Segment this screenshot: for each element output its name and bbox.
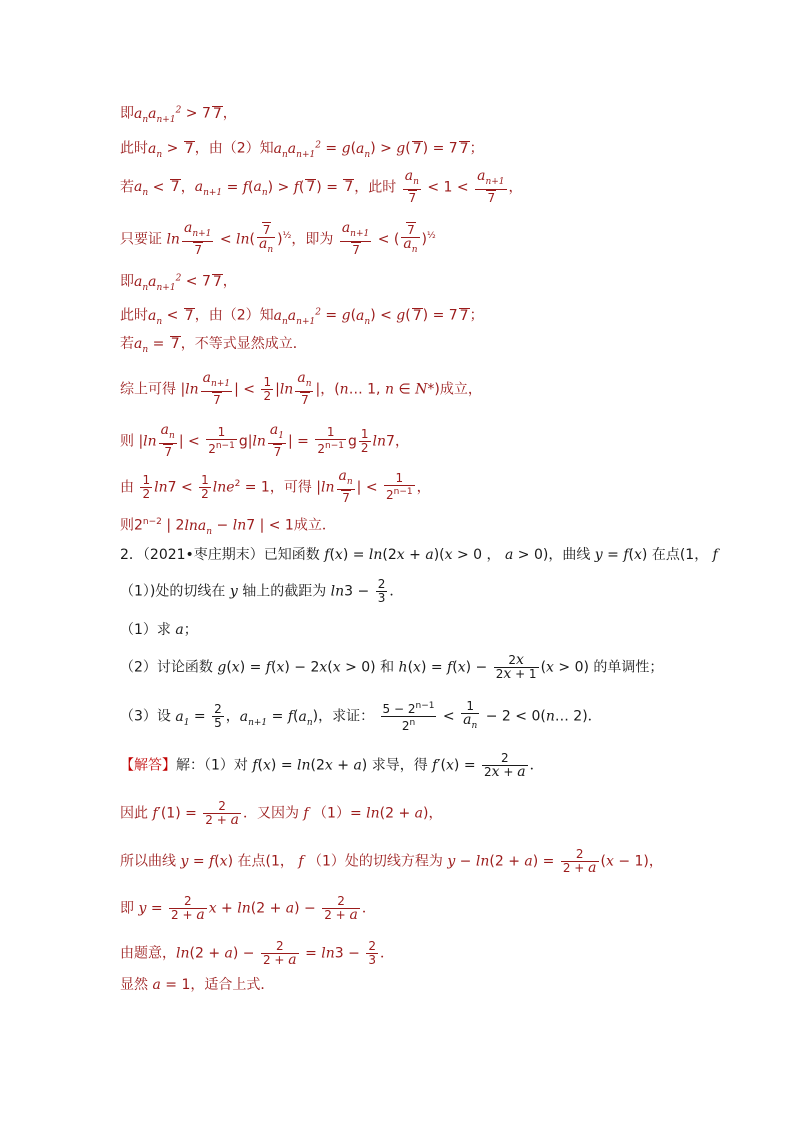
line-7: 若$a_n = 7$，不等式显然成立． [120,336,307,355]
line-11: 则$2^{n-2}$ | 2lna$_n$ − ln7 | < 1成立． [120,517,336,537]
line-3: 若$a_n < 7$，$a_{n+1} = f(a_n) > f$( 7) = 7，此时 $\frac{a_n}{7}$ < 1 < $\frac{a_{n+1}}{7}$ ， [120,168,523,205]
solution-line-1: 【解答】解：（1）对 f(x) = ln(2x + a) 求导，得 f′(x) = $\frac{2}{2x + a}$ ． [120,751,544,780]
problem-2-part-3: （3）设 $a_1$ = $\frac{2}{5}$ ，$a_{n+1} = f(a_n)$，求证： $\frac{5 - 2^{n-1}}{2^n}$ < $\frac{1}{a_n}$ − 2 < 0(n… 2)． [120,699,602,733]
problem-2-line-1: 2．（2021•枣庄期末）已知函数 f(x) = ln(2x + a)(x > 0 ， a > 0)，曲线 y = f(x) 在点(1， f [120,547,718,563]
solution-line-5: 由题意，ln(2 + a) − $\frac{2}{2 + a}$ = ln3 − $\frac{2}{3}$ ． [120,939,394,968]
problem-2-part-1: （1）求 a； [120,622,198,638]
solution-line-4: 即 y = $\frac{2}{2 + a}$ x + ln(2 + a) − $\frac{2}{2 + a}$ ． [120,894,376,923]
line-9: 则 |ln $\frac{a_n}{7}$ | < $\frac{1}{2^{n-1}}$ g|ln $\frac{a_1}{7}$ | = $\frac{1}{2^{n-1}}$ g $\frac{1}{2}$ ln7， [120,422,409,459]
line-6: 此时$a_n < 7$，由（2）知$a_na_{n+1}^2 = g(a_n) < g$( 7) = 7 7； [120,307,484,327]
problem-2-line-2: （1）)处的切线在 y 轴上的截距为 ln3 − $\frac{2}{3}$ ． [120,577,404,605]
solution-line-2: 因此 f′(1) = $\frac{2}{2 + a}$ ．又因为 f （1）= ln(2 + a)， [120,799,443,828]
line-1: 即$a_na_{n+1}^2 > 7$ 7， [120,105,237,125]
solution-line-6: 显然 a = 1，适合上式． [120,977,275,993]
line-10: 由 $\frac{1}{2}$ ln7 < $\frac{1}{2}$ lne$^2$ = 1，可得 |ln $\frac{a_n}{7}$ | < $\frac{1}{2^{n-1}}$ ， [120,468,431,505]
line-4: 只要证 ln $\frac{a_{n+1}}{7}$ < ln( $\frac{7}{a_n}$ )$^{\frac{1}{2}}$，即为 $\frac{a_{n+1}}{7}$ < ( $\frac{7}{a_n}$ )$^{\frac{1}{2}}$ [120,220,436,257]
line-2: 此时$a_n > 7$，由（2）知$a_na_{n+1}^2 = g(a_n) > g$( 7) = 7 7； [120,140,484,160]
line-5: 即$a_na_{n+1}^2 < 7$ 7， [120,273,237,293]
problem-2-part-2: （2）讨论函数 g(x) = f(x) − 2x(x > 0) 和 h(x) = f(x) − $\frac{2x}{2x + 1}$ (x > 0) 的单调性； [120,652,664,682]
solution-line-3: 所以曲线 y = f(x) 在点(1， f （1）处的切线方程为 y − ln(2 + a) = $\frac{2}{2 + a}$ (x − 1)， [120,847,663,876]
line-8: 综上可得 |ln $\frac{a_{n+1}}{7}$ | < $\frac{1}{2}$ |ln $\frac{a_n}{7}$ |，(n… 1, n ∈ N*)成立， [120,370,482,407]
